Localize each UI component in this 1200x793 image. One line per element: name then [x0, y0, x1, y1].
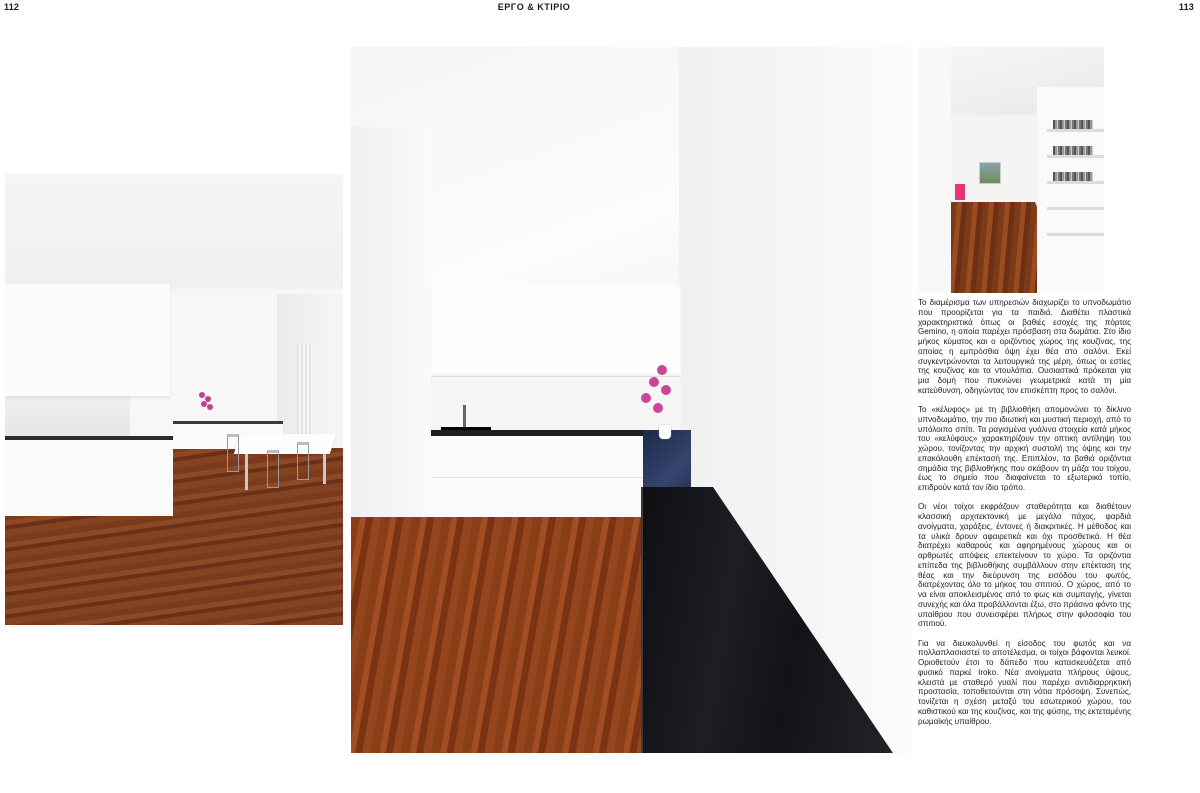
dining-chair	[267, 450, 279, 488]
orchid-plant	[197, 392, 215, 420]
photo-left-wall	[919, 47, 951, 293]
bookshelf	[1037, 87, 1104, 293]
photo-kitchen-dining	[5, 174, 343, 625]
article-paragraph: Οι νέοι τοίχοι εκφράζουν σταθερότητα και διαθέτουν κλασσική αρχιτεκτονική με μεγάλο πάχος, φαρδιά ανοίγματα, χαράξεις, έντονες ή διακριτικές. Η μέθοδος και τα υλικά δρουν αφαιρετικά και όχι προσθετικά. Η θέα διατρέχει καθαρούς και αφηρημένους χώρους και οι αρθρωτές απόψεις επεκτείνουν το χώρο. Τα οριζόντια επίπεδα της βιβλιοθήκης συμβάλλουν στην επέκταση της θέας και την διεύρυνση της εισόδου του φωτός, διατρέχοντας όλο το μήκος του σπιτιού. Ο χώρος, από το να είναι αποκλεισμένος από το φως και συμπαγής, γίνεται συνεχής και όλα προβάλλονται έξω, στο πράσινο φόντο της υπαίθρου που συνεισφέρει πλήρως στην φιλοσοφία του σπιτιού.	[918, 502, 1131, 629]
photo-corridor-bookshelf	[919, 47, 1104, 293]
plant-pot	[659, 425, 671, 439]
article-paragraph: Το «κέλυφος» με τη βιβλιοθήκη απομονώνει το δίκλινο υπνοδωμάτιο, την πιο ιδιωτική και μυστική περιοχή, από το υπόλοιπο σπίτι. Τα ραγισμένα γυάλινα στοιχεία κατά μήκος του «κελύφους» χαρακτηρίζουν την οπτική αντίληψη του χώρου, τονίζοντας την αρχική συστολή της όψης και την επακόλουθη επέκτασή της. Επιπλέον, τα βαθιά οριζόντια σημάδια της βιβλιοθήκης που σκάβουν τη μάζα του τοίχου, έως το σημείο που διαφαίνεται το εξωτερικό τοπίο, επιδρούν κατά τον ίδιο τρόπο.	[918, 405, 1131, 492]
section-title: ΕΡΓΟ & ΚΤΙΡΙΟ	[497, 2, 571, 12]
drawer-line	[431, 477, 643, 478]
shelf	[1047, 181, 1104, 184]
article-body	[918, 298, 1131, 736]
shelf	[1047, 155, 1104, 158]
pink-chair	[955, 184, 965, 200]
orchid-plant	[635, 365, 681, 445]
page-number-left: 112	[4, 2, 20, 12]
radiator	[297, 344, 313, 444]
kitchen-tap	[463, 405, 466, 427]
books	[1053, 146, 1093, 155]
kitchen-hood-block	[5, 284, 170, 396]
books	[1053, 172, 1093, 181]
upper-cabinets	[431, 285, 681, 377]
wall-picture	[979, 162, 1001, 184]
article-paragraph: Για να διευκολυνθεί η είσοδος του φωτός και να πολλαπλασιαστεί το αποτέλεσμα, οι τοίχοι βάφονται λευκοί. Οριοθετούν έτσι το δάπεδο που κατασκευάζεται από φυσικό παρκέ Iroko. Νέα ανοίγματα πλήρους ύψους, κλειστά με σταθερό γυαλί που παρέχει αντιδιαρρηκτική προστασία, τοποθετούνται στη νότια πρόσοψη. Συνεπώς, τονίζεται η σχέση μεταξύ του εσωτερικού χώρου, του καθιστικού και της κουζίνας, και της φύσης, της εκτεταμένης ρωμαϊκής υπαίθρου.	[918, 638, 1131, 726]
dining-chair	[227, 434, 239, 472]
counter-edge	[641, 487, 643, 753]
shelf	[1047, 207, 1104, 210]
article-paragraph: Το διαμέρισμα των υπηρεσιών διαχωρίζει το υπνοδωμάτιο που προορίζεται για τα παιδιά. Διαθέτει πλαστικά χαρακτηριστικά όπως οι βαθιές εσοχές της πόρτας Gemino, η οποία παρέχει πρόσβαση στα δωμάτια. Στο ίδιο μήκος κύματος και ο οριζόντιος χώρος της κουζίνας, της οποίας η εμπρόσθια όψη έχει θέα στο σαλόνι. Εκεί συγκεντρώνονται τα λειτουργικά της μέρη, όπως οι εστίες της κουζίνας και τα ντουλάπια. Ουσιαστικά πρόκειται για μια δομή που πυκνώνει γεωμετρικά κατά τη μία κατεύθυνση, οδηγώντας τον επισκέπτη προς το σαλόνι.	[918, 298, 1131, 395]
kitchen-counter	[5, 396, 130, 436]
shelf	[1047, 233, 1104, 236]
books	[1053, 120, 1093, 129]
photo-ceiling	[5, 174, 343, 289]
kitchen-island	[5, 436, 173, 516]
table-leg	[245, 454, 248, 490]
base-cabinets	[431, 430, 643, 520]
dining-table	[234, 434, 336, 454]
photo-kitchen-counter	[351, 47, 912, 753]
table-leg	[323, 454, 326, 484]
page-number-right: 113	[1178, 2, 1194, 12]
parquet-floor	[351, 517, 651, 753]
dining-chair	[297, 442, 309, 480]
shelf	[1047, 129, 1104, 132]
